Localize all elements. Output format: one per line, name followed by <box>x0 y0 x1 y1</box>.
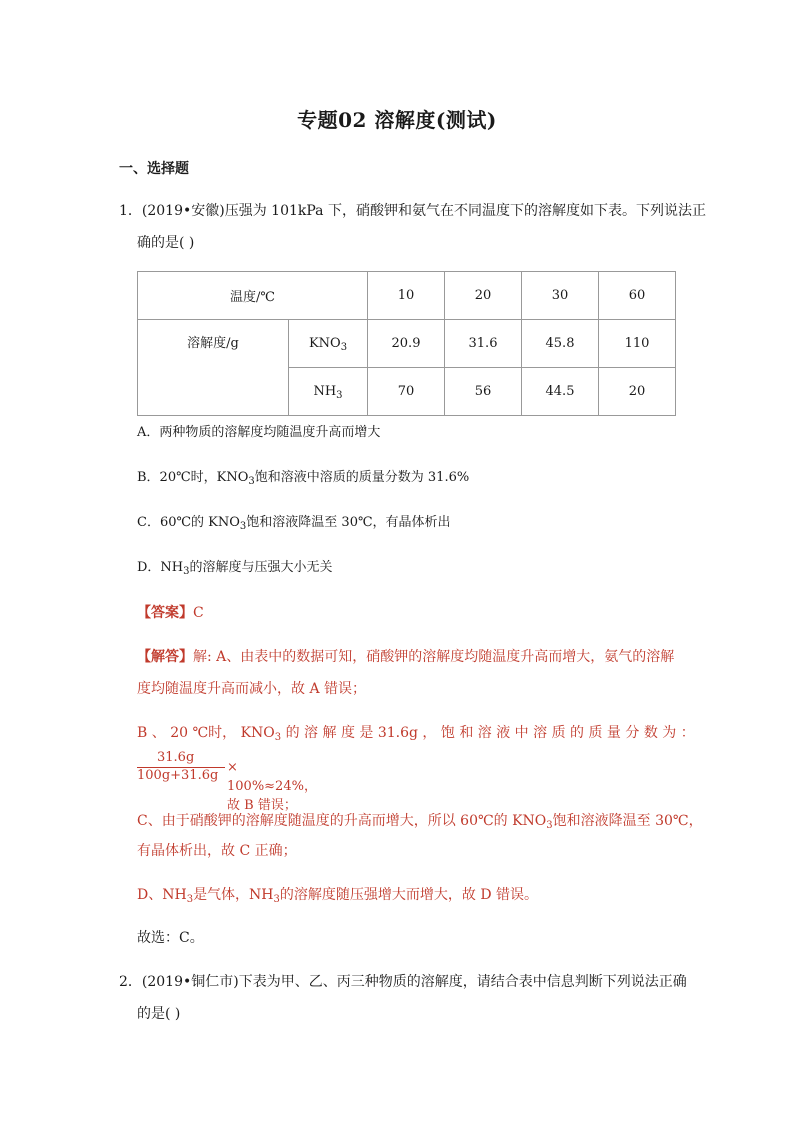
subscript: 3 <box>186 894 194 905</box>
subscript: 3 <box>248 476 255 487</box>
explain-text: 饱和溶液降温至 30℃， <box>552 813 703 829</box>
table-cell: 20.9 <box>368 320 445 368</box>
explain-text: 的溶解度随压强增大而增大，故 D 错误。 <box>279 887 539 903</box>
table-cell: 60 <box>599 272 676 320</box>
explain-text: B 、 20 ℃时， KNO <box>137 725 275 741</box>
subscript: 3 <box>340 342 348 353</box>
page-title: 专题02 溶解度(测试) <box>297 108 497 132</box>
table-header-solubility: 溶解度/g <box>138 320 289 416</box>
explain-label: 【解答】 <box>137 649 193 665</box>
table-cell: 10 <box>368 272 445 320</box>
table-cell: 44.5 <box>522 368 599 416</box>
subscript: 3 <box>274 732 282 743</box>
option-d-text: D．NH <box>137 560 184 575</box>
option-b <box>137 468 469 488</box>
table-header-temp: 温度/℃ <box>138 272 368 320</box>
explain-text: 是气体，NH <box>193 887 274 903</box>
table-cell: 31.6 <box>445 320 522 368</box>
subscript: 3 <box>546 820 553 831</box>
explain-text: 的 溶 解 度 是 31.6g ， 饱 和 溶 液 中 溶 质 的 质 量 分 数 为 ： <box>281 725 695 741</box>
nh3-text: NH <box>313 384 337 399</box>
subscript: 3 <box>336 390 343 401</box>
option-b-text: B．20℃时，KNO <box>137 470 249 485</box>
fraction-result: × 100%≈24%，故 B 错误； <box>227 760 317 813</box>
option-c-text: C．60℃的 KNO <box>137 515 240 530</box>
table-cell: 45.8 <box>522 320 599 368</box>
option-b-text: 饱和溶液中溶质的质量分数为 31.6% <box>254 470 470 485</box>
table-cell: 20 <box>599 368 676 416</box>
fraction-numerator: 31.6g <box>157 750 195 765</box>
explain-c-line1 <box>137 810 703 830</box>
table-row-label-kno3 <box>289 320 368 368</box>
choose-line: 故选：C。 <box>137 930 204 946</box>
answer-label: 【答案】 <box>137 605 193 621</box>
option-c <box>137 513 451 533</box>
fraction-denominator: 100g+31.6g <box>137 768 219 783</box>
subscript: 3 <box>239 521 247 532</box>
explain-text: C、由于硝酸钾的溶解度随温度的升高而增大，所以 60℃的 KNO <box>137 813 547 829</box>
subscript: 3 <box>273 894 280 905</box>
q1-stem-line1: 1．(2019•安徽)压强为 101kPa 下，硝酸钾和氨气在不同温度下的溶解度如下表。下列说法正 <box>119 203 706 219</box>
table-cell: 30 <box>522 272 599 320</box>
explain-line1 <box>137 646 674 666</box>
explain-text: 解: A、由表中的数据可知，硝酸钾的溶解度均随温度升高而增大，氨气的溶解 <box>193 649 675 665</box>
subscript: 3 <box>183 566 190 577</box>
q2-stem-line2: 的是( ) <box>137 1006 181 1022</box>
explain-c-line2: 有晶体析出，故 C 正确； <box>137 843 297 859</box>
table-cell: 70 <box>368 368 445 416</box>
table-row-label-nh3 <box>289 368 368 416</box>
table-cell: 56 <box>445 368 522 416</box>
answer-value: C <box>193 605 204 621</box>
kno3-text: KNO <box>308 336 341 351</box>
option-d <box>137 558 333 578</box>
explain-d-line <box>137 884 538 904</box>
table-cell: 20 <box>445 272 522 320</box>
option-d-text: 的溶解度与压强大小无关 <box>189 560 333 575</box>
q2-stem-line1: 2．(2019•铜仁市)下表为甲、乙、丙三种物质的溶解度，请结合表中信息判断下列说法正确 <box>119 974 687 990</box>
option-c-text: 饱和溶液降温至 30℃，有晶体析出 <box>246 515 451 530</box>
explain-text: D、NH <box>137 887 187 903</box>
q1-stem-line2: 确的是( ) <box>137 235 195 251</box>
table-cell: 110 <box>599 320 676 368</box>
explain-line2: 度均随温度升高而减小，故 A 错误； <box>137 681 367 697</box>
solubility-table <box>137 271 676 416</box>
option-a: A．两种物质的溶解度均随温度升高而增大 <box>137 425 381 440</box>
section-heading: 一、选择题 <box>119 161 189 177</box>
explain-b-line <box>137 722 695 742</box>
answer-line <box>137 602 204 622</box>
